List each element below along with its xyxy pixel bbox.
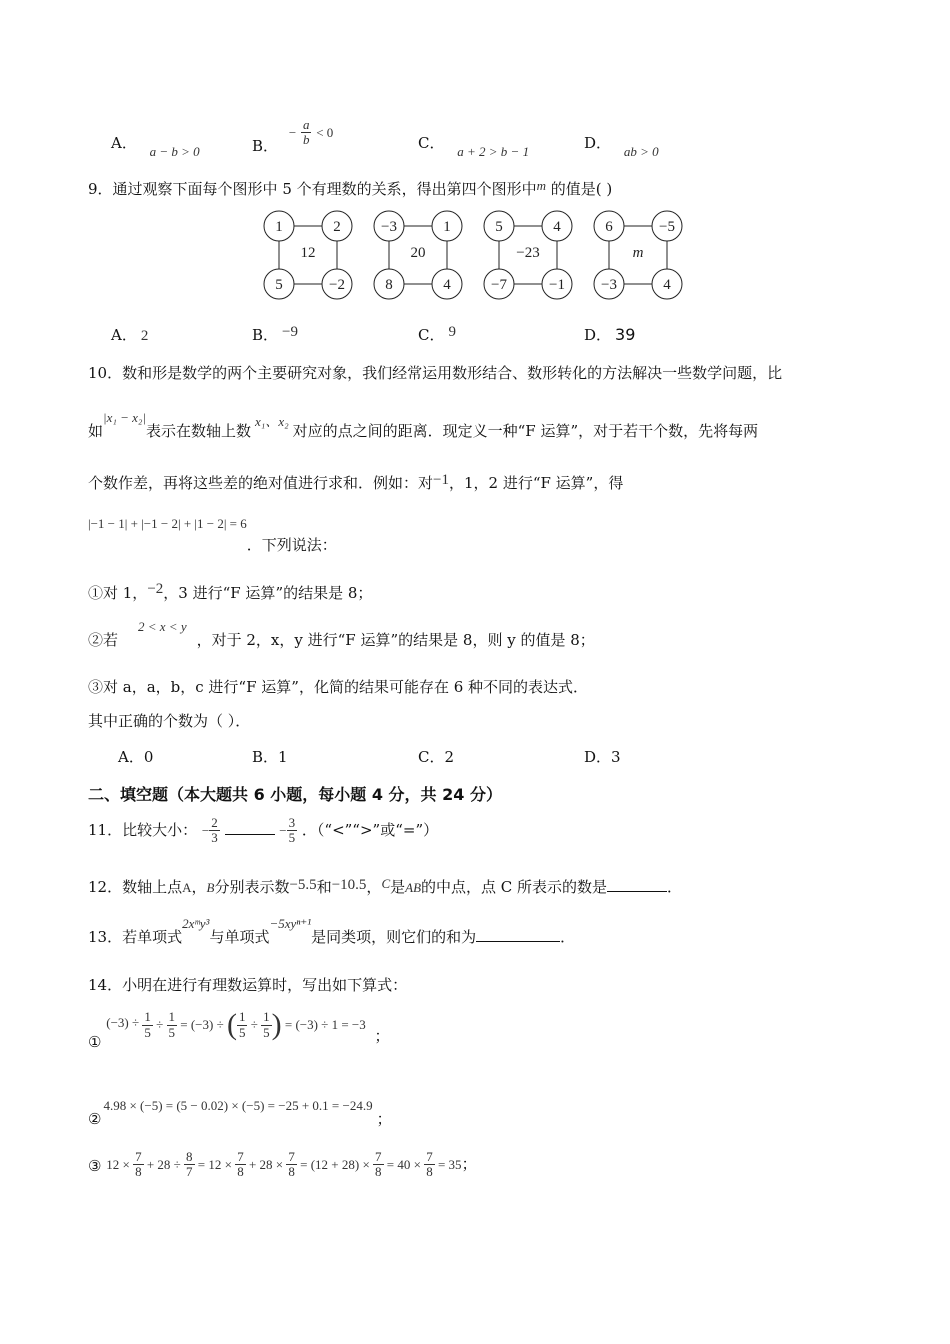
q9-figure-2	[374, 211, 462, 299]
q11: 11．比较大小： − $\frac{2}{3}$ − $\frac{3}{5}$ ．（“<”“>”或“=”）	[88, 815, 439, 846]
q8-option-a: A． a − b > 0	[111, 134, 200, 159]
q9-option-a: A． 2	[111, 326, 149, 344]
q10-abs-expr: |x₁ − x₂|	[103, 410, 147, 425]
q9-figure-node-tr: 1	[443, 219, 451, 235]
q8-option-d-expr: ab > 0	[623, 144, 659, 159]
q8-option-c: C． a + 2 > b − 1	[418, 134, 530, 159]
q9-figure-node-tl: −3	[381, 219, 397, 235]
q10-condition: 2 < x < y	[138, 619, 187, 634]
q9-figure-3	[484, 211, 572, 299]
q8-option-c-expr: a + 2 > b − 1	[457, 144, 530, 159]
q9-figure-node-bl: 8	[385, 277, 393, 293]
q10-line1: 10．数和形是数学的两个主要研究对象，我们经常运用数形结合、数形转化的方法解决一些数学问题，比	[88, 364, 783, 382]
q11-fraction-2: $\frac{3}{5}$	[288, 815, 296, 846]
section-2-title: 二、填空题（本大题共 6 小题，每小题 4 分，共 24 分）	[88, 785, 502, 804]
q10-option-d: D．3	[584, 748, 621, 766]
q9-figure-4	[594, 211, 682, 299]
q10-option-c: C．2	[418, 748, 455, 766]
q9-figure-node-tr: −5	[659, 219, 675, 235]
q13-answer-blank[interactable]	[476, 941, 560, 942]
q10-line2: 如|x₁ − x₂|表示在数轴上数x₁、x₂对应的点之间的距离．现定义一种“F 运算”，对于若干个数，先将每两	[88, 410, 759, 440]
q9-figure-node-br: 4	[663, 277, 671, 293]
q10-line4: |−1 − 1| + |−1 − 2| + |1 − 2| = 6．下列说法：	[88, 516, 337, 554]
q9-figures	[258, 208, 692, 304]
q9-figure-node-br: −2	[329, 277, 345, 293]
q9-figure-node-tr: 4	[553, 219, 561, 235]
q8-option-d: D． ab > 0	[584, 134, 659, 159]
q9-option-d: D． 39	[584, 325, 636, 344]
q9-option-c: C． 9	[418, 324, 456, 344]
q10-statement-3: ③对 a，a，b，c 进行“F 运算”，化简的结果可能存在 6 种不同的表达式．	[88, 678, 589, 696]
q14-stem: 14．小明在进行有理数运算时，写出如下算式：	[88, 976, 408, 994]
q9-stem: 9．通过观察下面每个图形中 5 个有理数的关系，得出第四个图形中m 的值是( )	[88, 178, 613, 198]
q9-figure-node-br: 4	[443, 277, 451, 293]
q9-figure-node-tl: 1	[275, 219, 283, 235]
q11-answer-blank[interactable]	[225, 834, 275, 835]
q10-line3: 个数作差，再将这些差的绝对值进行求和．例如：对−1，1，2 进行“F 运算”，得	[88, 472, 624, 492]
q10-option-a: A．0	[118, 748, 154, 766]
q9-figure-node-br: −1	[549, 277, 565, 293]
q9-figure-center: −23	[516, 245, 540, 261]
q9-figure-node-tl: 5	[495, 219, 503, 235]
q12: 12．数轴上点A，B分别表示数−5.5和−10.5，C是AB的中点，点 C 所表示的数是 ．	[88, 876, 683, 896]
q10-option-b: B．1	[252, 748, 288, 766]
q9-figure-node-tr: 2	[333, 219, 341, 235]
q14-expression-2: ②4.98 × (−5) = (5 − 0.02) × (−5) = −25 + 0.1 = −24.9；	[88, 1098, 392, 1128]
q9-figure-center: m	[632, 245, 644, 261]
q9-figure-center: 20	[410, 245, 426, 261]
q8-option-b: B． − $\frac{a}{b}$ < 0	[252, 117, 334, 155]
q10-statement-2: ②若2 < x < y，对于 2，x，y 进行“F 运算”的结果是 8，则 y 的值是 8；	[88, 619, 595, 649]
q14-expression-1: ① (−3) ÷ $\frac{1}{5}$ ÷ $\frac{1}{5}$ = (−3) ÷ ( $\frac{1}{5}$ ÷ $\frac{1}{5}$ ) = (−3) ÷ 1 = −3 ；	[88, 1008, 390, 1051]
q9-figure-node-bl: −7	[491, 277, 507, 293]
q11-fraction-1: $\frac{2}{3}$	[211, 815, 218, 846]
q14-expression-3: ③ 12 × $\frac{7}{8}$ + 28 ÷ $\frac{8}{7}$ = 12 × $\frac{7}{8}$ + 28 × $\frac{7}{8}$ = (12 + 28) × $\frac{7}{8}$ = 40 × $\frac{7}{8}$ = 35；	[88, 1149, 477, 1180]
q13-monomial-2: −5xyⁿ⁺¹	[269, 916, 312, 931]
q13: 13．若单项式2xᵐy³与单项式−5xyⁿ⁺¹是同类项，则它们的和为 ．	[88, 916, 576, 946]
q10-ask: 其中正确的个数为（ ）．	[88, 712, 251, 730]
q9-figure-1	[264, 211, 352, 299]
q9-figure-node-bl: −3	[601, 277, 617, 293]
q9-figure-center: 12	[300, 245, 316, 261]
q10-example-expr: |−1 − 1| + |−1 − 2| + |1 − 2| = 6	[88, 516, 247, 531]
q8-option-a-expr: a − b > 0	[149, 144, 200, 159]
q8-option-b-fraction: $\frac{a}{b}$	[302, 117, 310, 148]
q13-monomial-1: 2xᵐy³	[182, 916, 210, 931]
q12-answer-blank[interactable]	[607, 891, 667, 892]
q10-statement-1: ①对 1，−2，3 进行“F 运算”的结果是 8；	[88, 581, 373, 602]
q9-figure-node-bl: 5	[275, 277, 283, 293]
q9-option-b: B． −9	[252, 324, 298, 344]
q9-figure-node-tl: 6	[605, 219, 613, 235]
